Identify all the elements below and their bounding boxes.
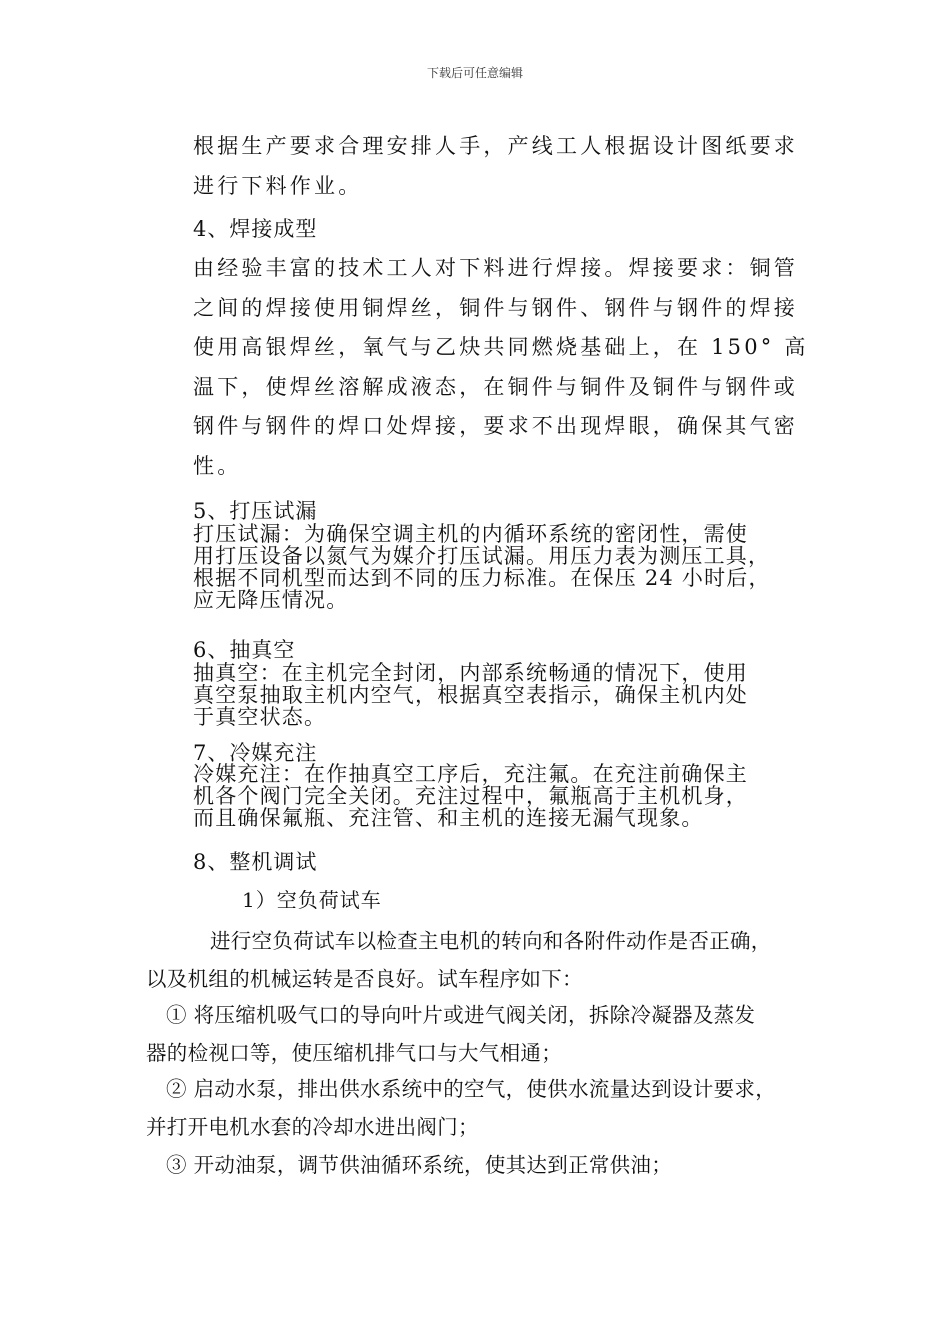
heading-6: 6、抽真空 — [193, 638, 296, 662]
text-line: 器的检视口等，使压缩机排气口与大气相通； — [146, 1041, 562, 1065]
step-3 — [146, 1146, 816, 1184]
text-line: ① 将压缩机吸气口的导向叶片或进气阀关闭，拆除冷凝器及蒸发 — [166, 1003, 756, 1027]
step-1 — [146, 996, 816, 1072]
paragraph-8-intro — [146, 922, 816, 998]
text-line: 用打压设备以氮气为媒介打压试漏。用压力表为测压工具， — [193, 544, 771, 568]
text-line: 进行空负荷试车以检查主电机的转向和各附件动作是否正确， — [210, 929, 772, 953]
text-line: 根据不同机型而达到不同的压力标准。在保压 24 小时后， — [193, 566, 771, 590]
text-line: ③ 开动油泵，调节供油循环系统，使其达到正常供油； — [166, 1153, 673, 1177]
text-line: 冷媒充注：在作抽真空工序后，充注氟。在充注前确保主 — [193, 762, 748, 786]
heading-7: 7、冷媒充注 — [193, 741, 318, 765]
text-line: 于真空状态。 — [193, 705, 327, 729]
text-line: 抽真空：在主机完全封闭，内部系统畅通的情况下，使用 — [193, 661, 748, 685]
text-line: 使用高银焊丝，氧气与乙炔共同燃烧基础上，在 150° 高 — [193, 335, 809, 359]
text-line: ② 启动水泵，排出供水系统中的空气，使供水流量达到设计要求， — [166, 1077, 777, 1101]
text-line: 而且确保氟瓶、充注管、和主机的连接无漏气现象。 — [193, 806, 704, 830]
page-header: 下载后可任意编辑 — [426, 66, 523, 80]
text-line: 应无降压情况。 — [193, 588, 349, 612]
text-line: 进行下料作业。 — [193, 173, 363, 198]
paragraph-5 — [193, 523, 813, 611]
text-line: 根据生产要求合理安排人手，产线工人根据设计图纸要求 — [193, 134, 798, 158]
text-line: 机各个阀门完全关闭。充注过程中，氟瓶高于主机机身， — [193, 784, 748, 808]
heading-5: 5、打压试漏 — [193, 499, 318, 523]
text-line: 温下，使焊丝溶解成液态，在铜件与铜件及铜件与钢件或 — [193, 374, 798, 399]
text-line: 真空泵抽取主机内空气，根据真空表指示，确保主机内处 — [193, 683, 748, 707]
text-line: 性。 — [193, 453, 242, 478]
step-2 — [146, 1070, 816, 1146]
text-line: 并打开电机水套的冷却水进出阀门； — [146, 1115, 479, 1139]
text-line: 之间的焊接使用铜焊丝，铜件与钢件、钢件与钢件的焊接 — [193, 295, 798, 320]
text-line: 钢件与钢件的焊口处焊接，要求不出现焊眼，确保其气密 — [193, 414, 798, 438]
paragraph-7 — [193, 763, 813, 829]
paragraph-6 — [193, 662, 813, 728]
heading-8: 8、整机调试 — [193, 850, 318, 874]
text-line: 以及机组的机械运转是否良好。试车程序如下： — [146, 967, 583, 991]
text-line: 由经验丰富的技术工人对下料进行焊接。焊接要求：铜管 — [193, 256, 798, 280]
text-line: 打压试漏：为确保空调主机的内循环系统的密闭性，需使 — [193, 522, 748, 546]
subheading-8-1: 1）空负荷试车 — [242, 888, 382, 912]
paragraph-4 — [193, 249, 813, 486]
heading-4: 4、焊接成型 — [193, 217, 318, 241]
paragraph-intro — [193, 127, 813, 206]
